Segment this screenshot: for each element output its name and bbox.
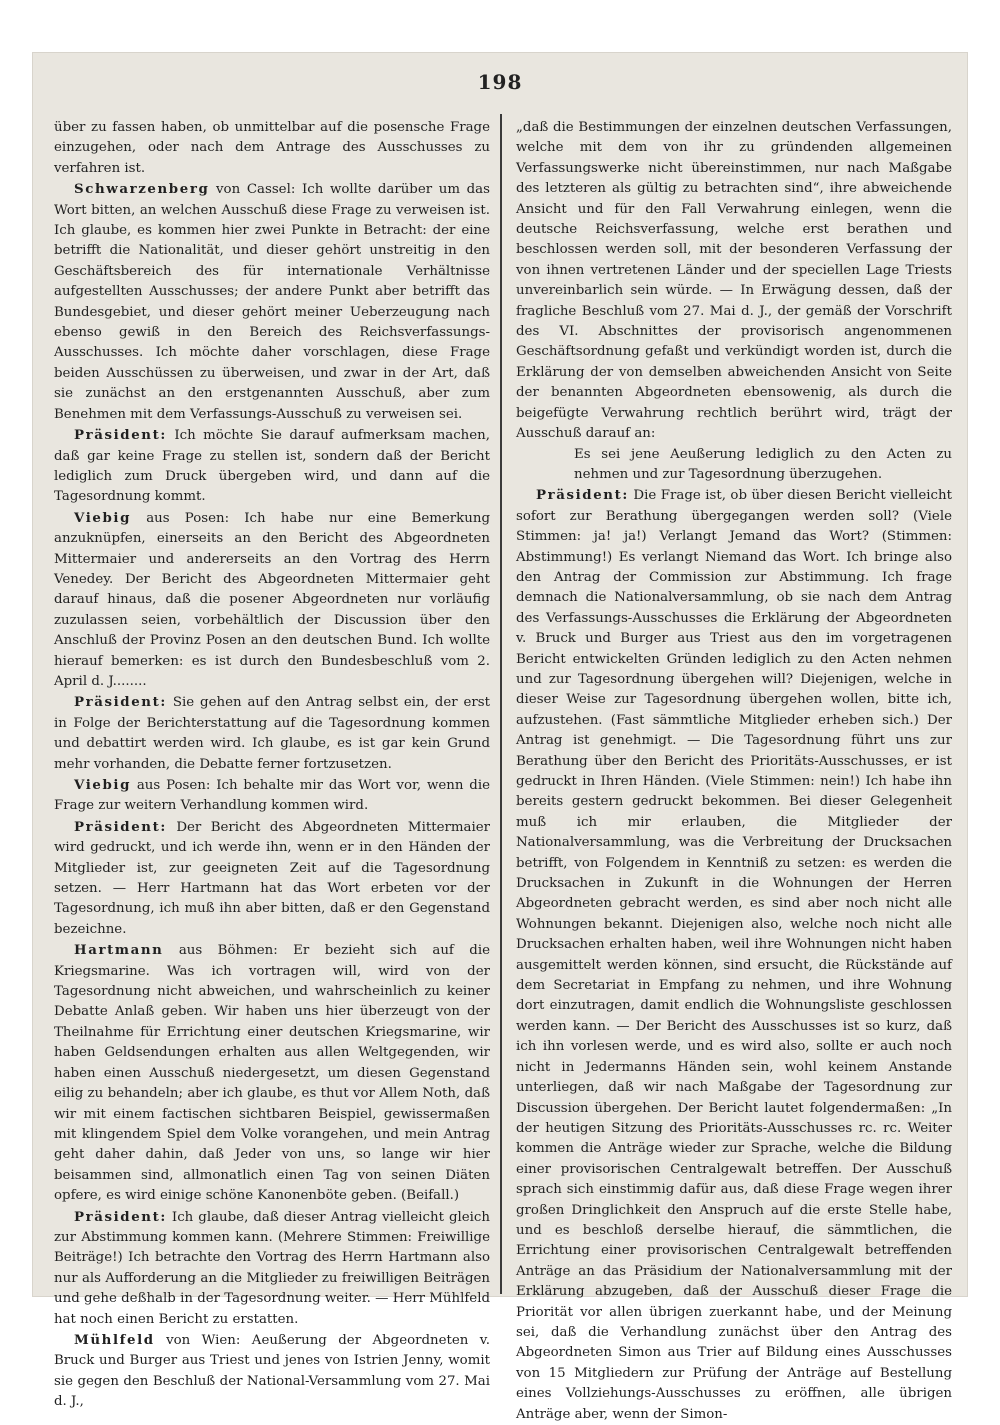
speech-paragraph xyxy=(54,940,490,1206)
speaker-name: Präsident: xyxy=(74,427,167,444)
speech-paragraph xyxy=(54,179,490,425)
speaker-name: Viebig xyxy=(74,777,132,793)
paragraph-text: aus Böhmen: Er bezieht sich auf die Kriegsmarine. Was ich vortragen will, wird von der Tagesordnung nicht abweichen, und wahrscheinlich zu keiner Debatte Anlaß geben. Wir haben uns hier überzeugt von der Theilnahme für Errichtung einer deutschen Kriegsmarine, wir haben Geldsendungen erhalten aus allen Weltgegenden, wir haben einen Ausschuß niedergesetzt, um diesen Gegenstand eilig zu behandeln; aber ich glaube, es thut vor Allem Noth, daß wir mit einem factischen sichtbaren Beispiel, gewissermaßen mit klingendem Spiel dem Volke vorangehen, und mein Antrag geht daher dahin, daß Jeder von uns, so lange wir hier beisammen sind, allmonatlich einen Tag von seinen Diäten opfere, es wird einige schöne Kanonenböte geben. (Beifall.) xyxy=(54,943,490,1204)
page-number: 198 xyxy=(477,70,523,94)
paragraph-text: Ich möchte Sie darauf aufmerksam machen, daß gar keine Frage zu stellen ist, sondern daß der Bericht lediglich zum Druck übergeben wird, und dann auf die Tagesordnung kommt. xyxy=(54,428,490,505)
right-column xyxy=(516,118,952,1422)
speech-paragraph xyxy=(54,1330,490,1413)
speaker-name: Viebig xyxy=(74,509,132,526)
speaker-name: Mühlfeld xyxy=(74,1331,155,1348)
paragraph-text: von Wien: Aeußerung der Abgeordneten v. Bruck und Burger aus Triest und jenes von Istrien Jenny, womit sie gegen den Beschluß der National-Versammlung vom 27. Mai d. J., xyxy=(54,1332,490,1410)
paragraph-text: Der Bericht des Abgeordneten Mittermaier wird gedruckt, und ich werde ihn, wenn er in den Händen der Mitglieder ist, zur geeigneten Zeit auf die Tagesordnung setzen. — Herr Hartmann hat das Wort erbeten vor der Tagesordnung, ich muß ihn aber bitten, daß er den Gegenstand bezeichne. xyxy=(54,819,490,937)
speech-paragraph xyxy=(54,692,490,775)
left-column xyxy=(54,118,491,1410)
speaker-name: Hartmann xyxy=(74,942,164,959)
column-divider xyxy=(500,114,502,1294)
paragraph-text: Sie gehen auf den Antrag selbst ein, der erst in Folge der Berichterstattung auf die Tagesordnung kommen und debattirt werden wird. Ich glaube, es ist gar kein Grund mehr vorhanden, die Debatte ferner fortzusetzen. xyxy=(54,695,490,772)
speaker-name: Präsident: xyxy=(74,818,167,835)
paragraph-text: aus Posen: Ich behalte mir das Wort vor, wenn die Frage zur weitern Verhandlung kommen wird. xyxy=(54,778,490,814)
speech-paragraph xyxy=(54,425,490,508)
newspaper-page xyxy=(32,52,968,1422)
speech-paragraph xyxy=(516,485,952,1425)
paragraph-text: aus Posen: Ich habe nur eine Bemerkung anzuknüpfen, einerseits an den Bericht des Abgeordneten Mittermaier und andererseits an den Vortrag des Herrn Venedey. Der Bericht des Abgeordneten Mittermaier geht darauf hinaus, daß die posener Abgeordneten nur vorläufig zuzulassen seien, vorbehältlich der Discussion über den Anschluß der Provinz Posen an den deutschen Bund. Ich wollte hierauf bemerken: es ist durch den Bundesbeschluß vom 2. April d. J........ xyxy=(54,510,490,689)
text-paragraph xyxy=(516,118,952,445)
paragraph-text: über zu fassen haben, ob unmittelbar auf die posensche Frage einzugehen, oder nach dem Antrage des Ausschusses zu verfahren ist. xyxy=(54,120,490,176)
paragraph-text: Ich glaube, daß dieser Antrag vielleicht gleich zur Abstimmung kommen kann. (Mehrere Stimmen: Freiwillige Beiträge!) Ich betrachte den Vortrag des Herrn Hartmann also nur als Aufforderung an die Mitglieder zu freiwilligen Beiträgen und gehe deßhalb in der Tagesordnung weiter. — Herr Mühlfeld hat noch einen Bericht zu erstatten. xyxy=(54,1209,491,1327)
speech-paragraph xyxy=(54,817,490,940)
speech-paragraph xyxy=(54,508,490,693)
speaker-name: Präsident: xyxy=(74,1208,167,1225)
text-paragraph xyxy=(54,118,490,179)
speaker-name: Präsident: xyxy=(536,487,629,504)
paragraph-text: Die Frage ist, ob über diesen Bericht vielleicht sofort zur Berathung übergegangen werden soll? (Viele Stimmen: ja! ja!) Verlangt Jemand das Wort? (Stimmen: Abstimmung!) Es verlangt Niemand das Wort. Ich bringe also den Antrag der Commission zur Abstimmung. Ich frage demnach die Nationalversammlung, ob sie nach dem Antrag des Verfassungs-Ausschusses die Erklärung der Abgeordneten v. Bruck und Burger aus Triest aus den im vorgetragenen Bericht entwickelten Gründen lediglich zu den Acten nehmen und zur Tagesordnung übergehen will? Diejenigen, welche in dieser Weise zur Tagesordnung übergehen wollen, bitte ich, aufzustehen. (Fast sämmtliche Mitglieder erheben sich.) Der Antrag ist genehmigt. — Die Tagesordnung führt uns zur Berathung über den Bericht des Prioritäts-Ausschusses, er ist gedruckt in Ihren Händen. (Viele Stimmen: nein!) Ich habe ihn bereits gestern gedruckt bekommen. Bei dieser Gelegenheit muß ich mir erlauben, die Mitglieder der Nationalversammlung, was die Verbreitung der Drucksachen betrifft, von Folgendem in Kenntniß zu setzen: es werden die Drucksachen in Zukunft in die Wohnungen der Herren Abgeordneten gebracht werden, es sind aber noch nicht alle Wohnungen bekannt. Diejenigen also, welche noch nicht alle Drucksachen erhalten haben, weil ihre Wohnungen nicht haben ausgemittelt werden können, sind ersucht, die Rückstände auf dem Secretariat in Empfang zu nehmen, und ihre Wohnung dort einzutragen, damit endlich die Wohnungsliste geschlossen werden kann. — Der Bericht des Ausschusses ist so kurz, daß ich ihn vorlesen werde, und es wird also, sollte er auch noch nicht in Jedermanns Händen sein, wohl keinem Anstande unterliegen, daß wir nach Maßgabe der Tagesordnung zur Discussion übergehen. Der Bericht lautet folgendermaßen: „In der heutigen Sitzung des Prioritäts-Ausschusses rc. rc. Weiter kommen die Anträge wieder zur Sprache, welche die Bildung einer provisorischen Centralgewalt betreffen. Der Ausschuß sprach sich einstimmig dafür aus, daß diese Frage wegen ihrer großen Dringlichkeit den Anspruch auf die erste Stelle habe, und es beschloß derselbe hierauf, die sämmtlichen, die Errichtung einer provisorischen Centralgewalt betreffenden Anträge an das Präsidium der Nationalversammlung mit der Erklärung abzugeben, daß der Ausschuß dieser Frage die Priorität vor allen übrigen zuerkannt habe, und der Meinung sei, daß die Verhandlung zunächst über den Antrag des Abgeordneten Simon aus Trier auf Bildung eines Ausschusses von 15 Mitgliedern zur Prüfung der Anträge auf Bestellung eines Vollziehungs-Ausschusses zu eröffnen, alle übrigen Anträge aber, wenn der Simon- xyxy=(516,488,952,1422)
paragraph-text: von Cassel: Ich wollte darüber um das Wort bitten, an welchen Ausschuß diese Frage zu verweisen ist. Ich glaube, es kommen hier zwei Punkte in Betracht: der eine betrifft die Nationalität, und dieser gehört unstreitig in den Geschäftsbereich des für internationale Verhältnisse aufgestellten Ausschusses; der andere Punkt aber betrifft das Bundesgebiet, und dieser gehört meiner Ueberzeugung nach ebenso gewiß in den Bereich des Reichsverfassungs-Ausschusses. Ich möchte daher vorschlagen, diese Frage beiden Ausschüssen zu überweisen, und zwar in der Art, daß sie zunächst an den erstgenannten Ausschuß, aber zum Benehmen mit dem Verfassungs-Ausschuß zu verweisen sei. xyxy=(54,182,490,422)
quoted-motion xyxy=(516,445,952,486)
speech-paragraph xyxy=(54,775,490,817)
speech-paragraph xyxy=(54,1207,490,1330)
speaker-name: Präsident: xyxy=(74,694,167,711)
speaker-name: Schwarzenberg xyxy=(74,181,210,198)
paragraph-text: Es sei jene Aeußerung lediglich zu den Acten zu nehmen und zur Tagesordnung überzugehen. xyxy=(574,446,952,482)
paragraph-text: „daß die Bestimmungen der einzelnen deutschen Verfassungen, welche mit dem von ihr zu gründenden allgemeinen Verfassungswerke nicht übereinstimmen, nur nach Maßgabe des letzteren als gültig zu betrachten sind“, ihre abweichende Ansicht und für den Fall Verwahrung einlegen, wenn die deutsche Reichsverfassung, welche erst berathen und beschlossen werden soll, mit der besonderen Verfassung der von ihnen vertretenen Länder und der speciellen Lage Triests unvereinbarlich sein würde. — In Erwägung dessen, daß der fragliche Beschluß vom 27. Mai d. J., der gemäß der Vorschrift des VI. Abschnittes der provisorisch angenommenen Geschäftsordnung gefaßt und verkündigt worden ist, durch die Erklärung der von demselben abweichenden Ansicht von Seite der benannten Abgeordneten ebensowenig, als durch die beigefügte Verwahrung rechtlich berührt wird, trägt der Ausschuß darauf an: xyxy=(516,120,952,442)
